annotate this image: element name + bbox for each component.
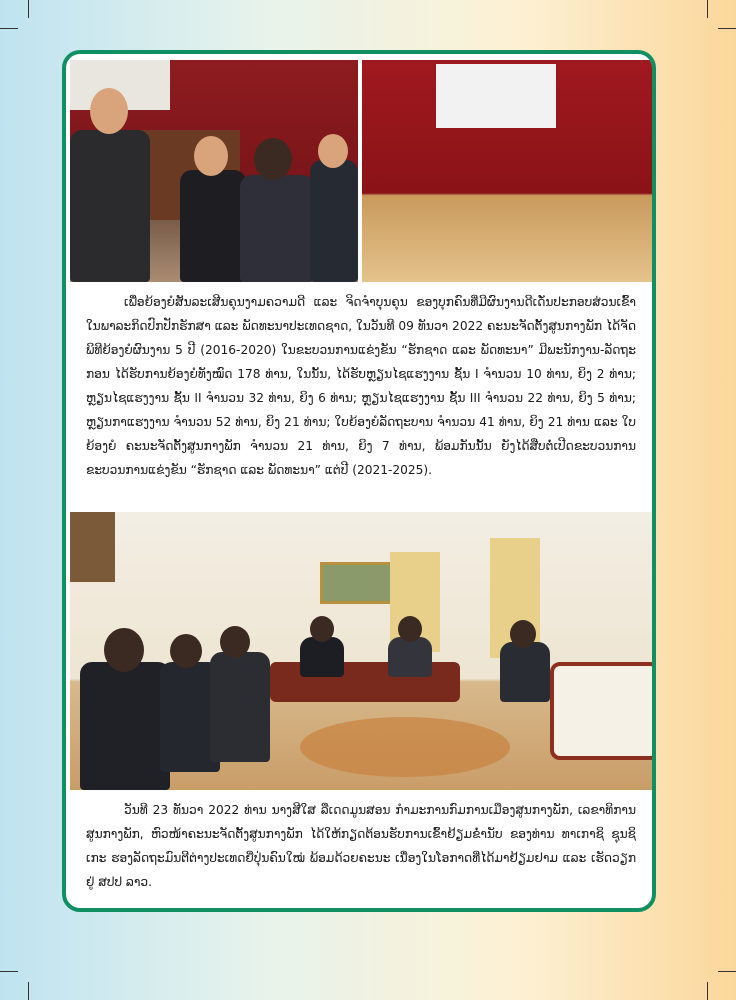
- crop-mark: [28, 982, 29, 1000]
- crop-mark: [707, 982, 708, 1000]
- crop-mark: [718, 971, 736, 972]
- medal-ceremony-photo: [70, 60, 358, 282]
- certificate-group-photo: [362, 60, 652, 282]
- crop-mark: [0, 971, 18, 972]
- paragraph-meeting: ວັນທີ 23 ທັນວາ 2022 ທ່ານ ນາງສີໃສ ລືເດດມູນສອນ ກໍາມະການກົມການເມືອງສູນກາງພັກ, ເລຂາທິການສູນກາງພັກ, ຫົວໜ້າຄະນະຈັດຕັ້ງສູນກາງພັກ ໄດ້ໃຫ້ກຽດຕ້ອນຮັບການເຂົ້າຢ້ຽມຂໍ່ານັບ ຂອງທ່ານ ທາເກາຊິ ຊຸນຊິເກະ ຮອງລັດຖະມົນຕີຕ່າງປະເທດຍີ່ປຸ່ນຄົນໃໝ່ ພ້ອມດ້ວຍຄະນະ ເນື່ອງໃນໂອກາດທີ່ໄດ້ມາຢ້ຽມຢາມ ແລະ ເຮັດວຽກຢູ່ ສປປ ລາວ.: [86, 803, 636, 889]
- crop-mark: [707, 0, 708, 18]
- crop-mark: [28, 0, 29, 18]
- meeting-photo: [70, 512, 652, 790]
- crop-mark: [0, 28, 18, 29]
- paragraph-awards: ເພື່ອຍ້ອງຍໍສັນລະເສີນຄຸນງາມຄວາມດີ ແລະ ຈິດຈໍາບຸນຄຸນ ຂອງບຸກຄົນທີ່ມີຜົນງານດີເດັ່ນປະກອບສ່ວນເຂົ້າໃນພາລະກິດປົກປັກຮັກສາ ແລະ ພັດທະນາປະເທດຊາດ, ໃນວັນທີ 09 ທັນວາ 2022 ຄະນະຈັດຕັ້ງສູນກາງພັກ ໄດ້ຈັດພິທີຍ້ອງຍໍຜົນງານ 5 ປີ (2016-2020) ໃນຂະບວນການແຂ່ງຂັນ “ຮັກຊາດ ແລະ ພັດທະນາ” ມີພະນັກງານ-ລັດຖະກອນ ໄດ້ຮັບການຍ້ອງຍໍທັງໝົດ 178 ທ່ານ, ໃນນັ້ນ, ໄດ້ຮັບຫຼຽນໄຊແຮງງານ ຊັ້ນ I ຈໍານວນ 10 ທ່ານ, ຍິງ 2 ທ່ານ; ຫຼຽນໄຊແຮງງານ ຊັ້ນ II ຈໍານວນ 32 ທ່ານ, ຍິງ 6 ທ່ານ; ຫຼຽນໄຊແຮງງານ ຊັ້ນ III ຈໍານວນ 22 ທ່ານ, ຍິງ 5 ທ່ານ; ຫຼຽນກາແຮງງານ ຈໍານວນ 52 ທ່ານ, ຍິງ 21 ທ່ານ; ໃບຍ້ອງຍໍລັດຖະບານ ຈໍານວນ 41 ທ່ານ, ຍິງ 21 ທ່ານ ແລະ ໃບຍ້ອງຍໍ ຄະນະຈັດຕັ້ງສູນກາງພັກ ຈໍານວນ 21 ທ່ານ, ຍິງ 7 ທ່ານ, ພ້ອມກັນນັ້ນ ຍັງໄດ້ສືບຕໍ່ເປີດຂະບວນການຂະບວນການແຂ່ງຂັນ “ຮັກຊາດ ແລະ ພັດທະນາ” ແຕ່ປີ (2021-2025).: [86, 295, 636, 477]
- crop-mark: [718, 28, 736, 29]
- content-panel: [62, 50, 656, 912]
